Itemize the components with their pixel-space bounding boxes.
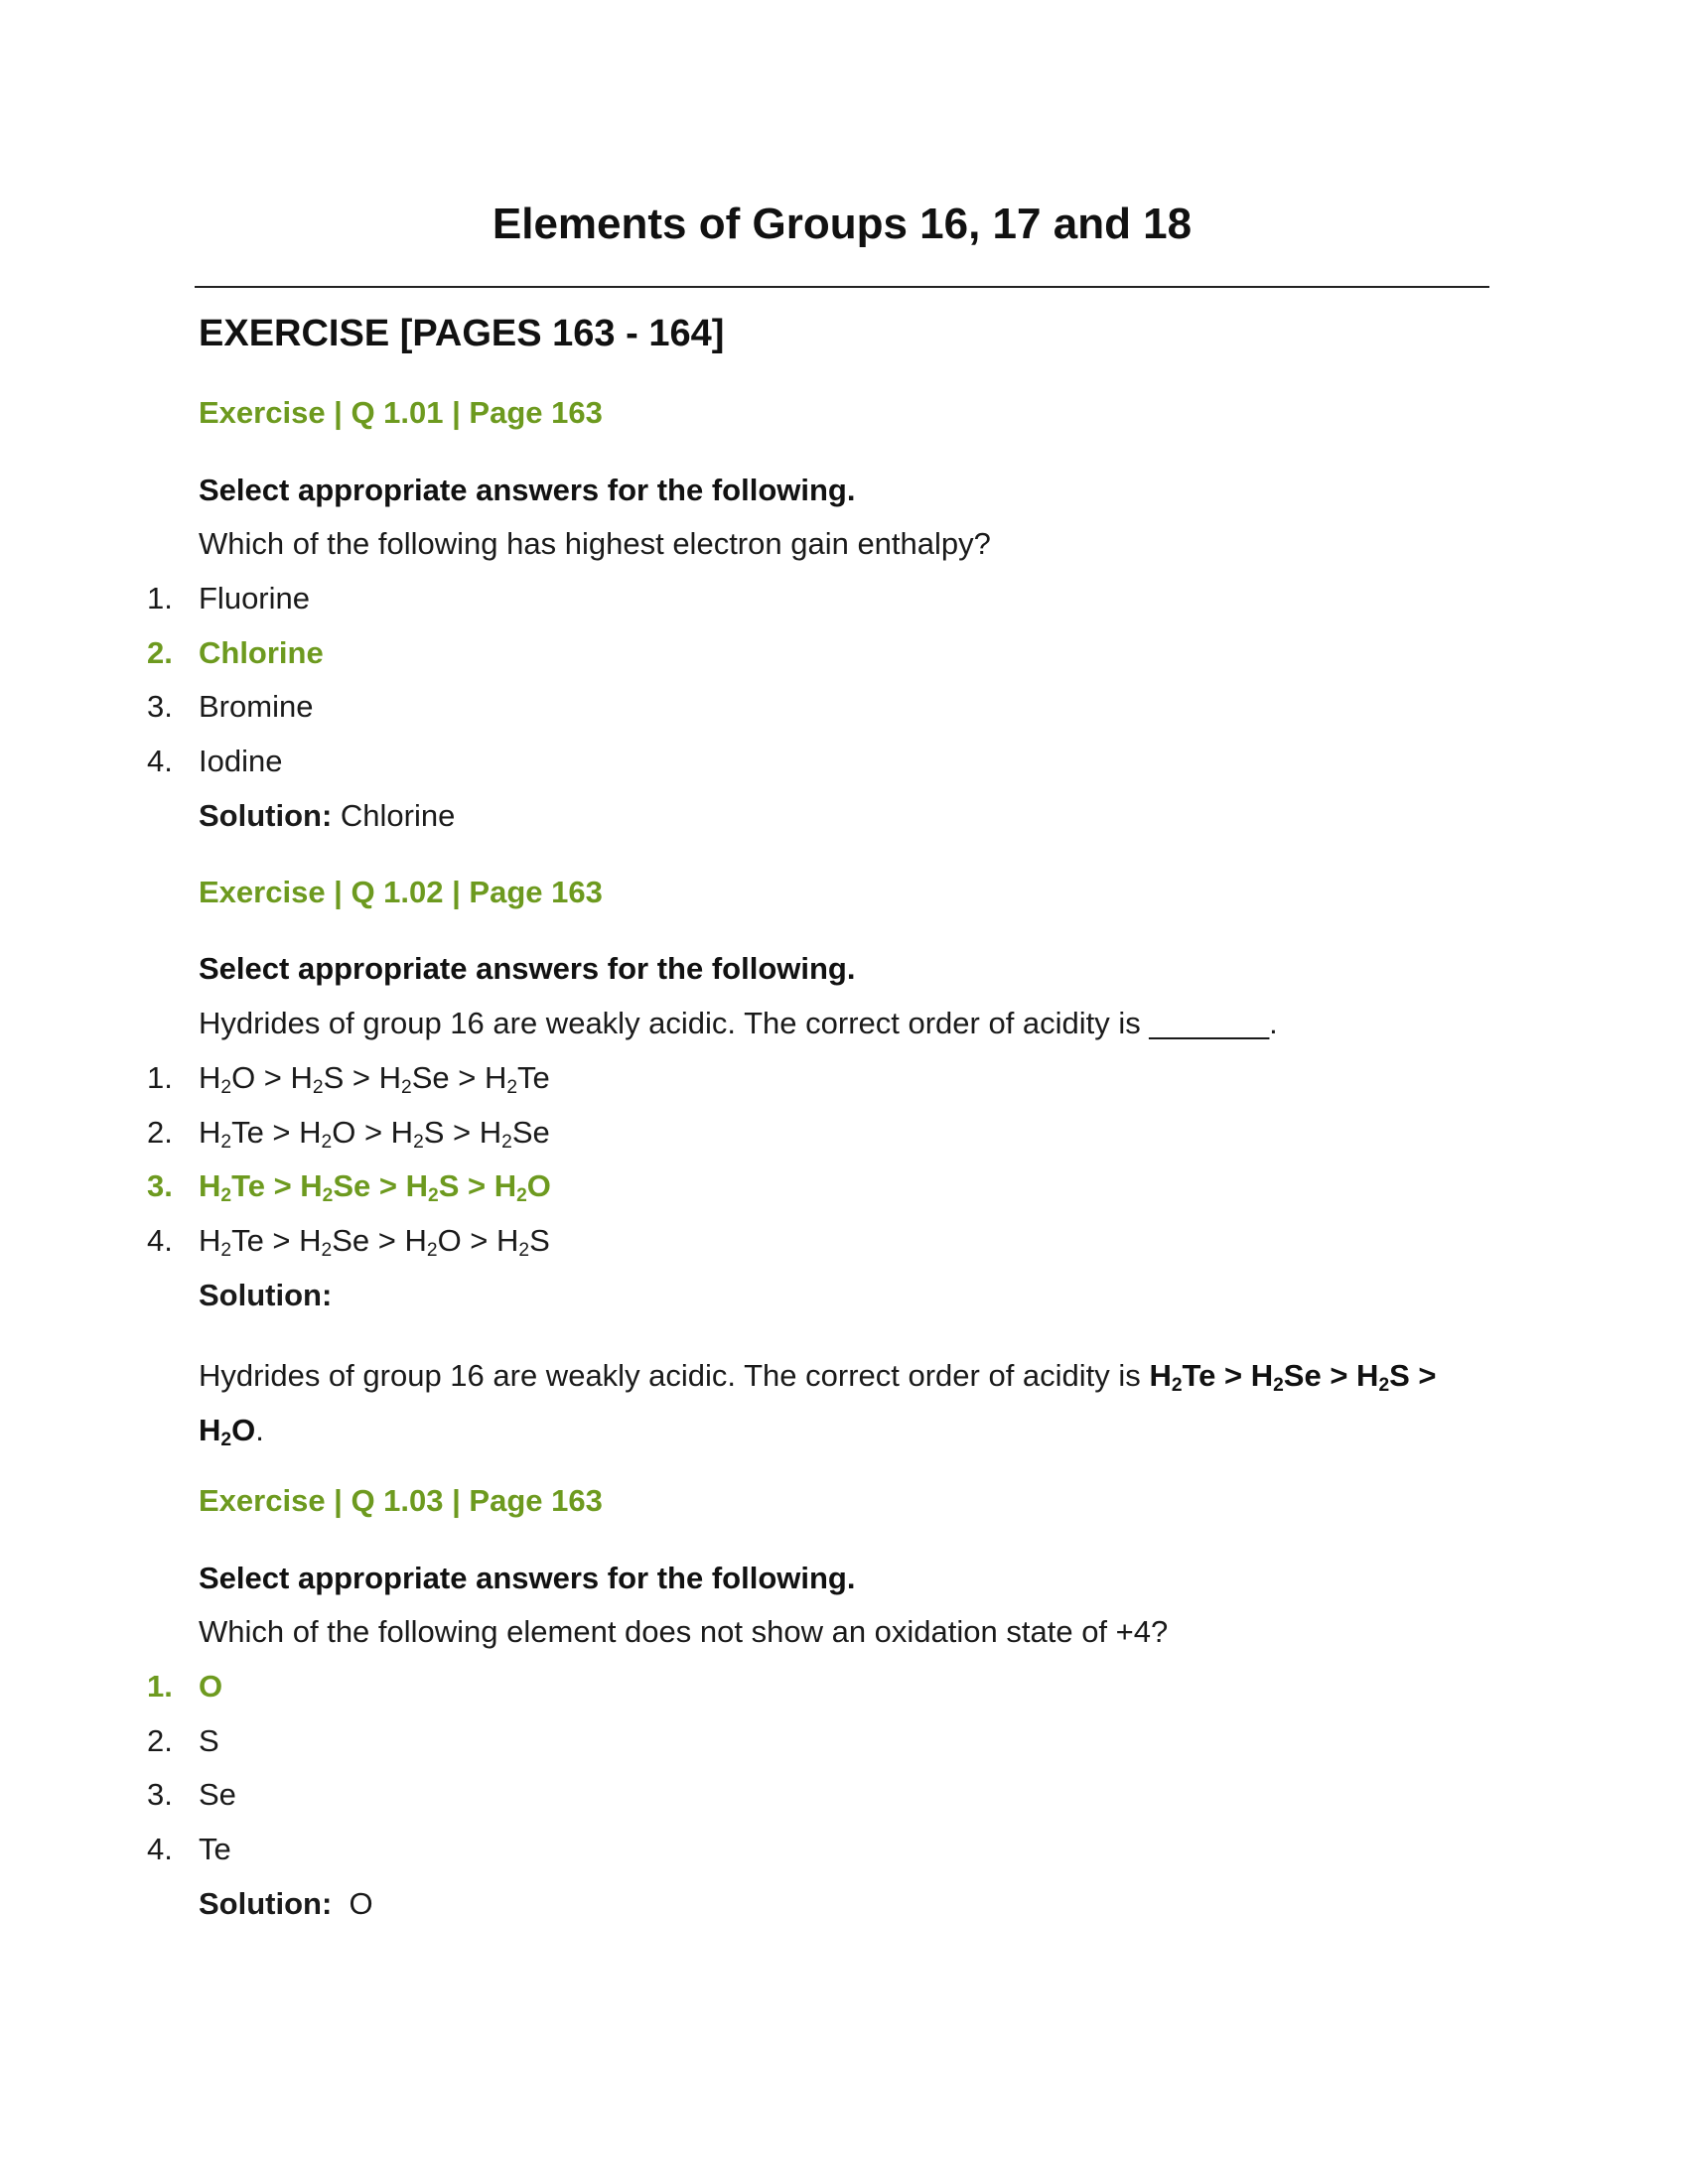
option-label: Se <box>199 1777 236 1812</box>
question-instruction: Select appropriate answers for the following. <box>199 951 856 986</box>
option-number: 1. <box>147 581 173 615</box>
option-label: Fluorine <box>199 581 310 615</box>
solution-label: Solution: <box>199 1278 333 1312</box>
question-text: Which of the following has highest electron gain enthalpy? <box>199 526 991 561</box>
option-label: Chlorine <box>199 635 324 670</box>
solution-end: . <box>255 1413 264 1447</box>
option-item <box>147 1828 231 1871</box>
option-item <box>147 1773 236 1817</box>
solution-value: Chlorine <box>340 798 456 833</box>
option-label: O <box>199 1669 223 1704</box>
question-instruction: Select appropriate answers for the following. <box>199 473 856 507</box>
option-label: $H_2Te > H_2Se > H_2O > H_2S$ <box>199 1223 550 1261</box>
title-divider <box>195 286 1489 288</box>
option-number: 2. <box>147 635 173 670</box>
option-label: $H_2O > H_2S > H_2Se > H_2Te$ <box>199 1060 550 1098</box>
option-item <box>147 685 313 729</box>
question-header: Exercise | Q 1.01 | Page 163 <box>199 395 603 430</box>
option-label: Te <box>199 1832 231 1866</box>
option-label: $H_2Te > H_2Se > H_2S > H_2O$ <box>199 1168 551 1206</box>
option-number: 3. <box>147 689 173 724</box>
question-header: Exercise | Q 1.03 | Page 163 <box>199 1483 603 1518</box>
question-instruction: Select appropriate answers for the following. <box>199 1561 856 1595</box>
solution-text: Hydrides of group 16 are weakly acidic. The correct order of acidity is <box>199 1358 1141 1393</box>
solution-line <box>199 1882 373 1926</box>
option-item <box>147 577 310 620</box>
option-number: 2. <box>147 1115 173 1150</box>
option-item-correct <box>147 631 324 675</box>
option-label: Bromine <box>199 689 314 724</box>
option-item-correct <box>147 1164 551 1208</box>
option-number: 1. <box>147 1060 173 1095</box>
exercise-heading: EXERCISE [PAGES 163 - 164] <box>199 313 725 354</box>
option-label: $H_2Te > H_2O > H_2S > H_2Se$ <box>199 1115 550 1153</box>
option-item <box>147 1056 550 1100</box>
option-number: 3. <box>147 1168 173 1203</box>
option-number: 4. <box>147 1832 173 1866</box>
option-item <box>147 740 282 783</box>
solution-label: Solution: <box>199 1886 333 1921</box>
solution-answer: $H_2Te > H_2Se > H_2S > H_2O$ <box>199 1358 1437 1450</box>
question-text: Which of the following element does not show an oxidation state of +4? <box>199 1614 1169 1649</box>
option-item <box>147 1219 550 1263</box>
document-title: Elements of Groups 16, 17 and 18 <box>492 200 1193 248</box>
option-item-correct <box>147 1665 222 1708</box>
option-item <box>147 1111 550 1155</box>
option-item <box>147 1719 219 1763</box>
option-number: 3. <box>147 1777 173 1812</box>
question-text: Hydrides of group 16 are weakly acidic. The correct order of acidity is _______. <box>199 1006 1278 1040</box>
option-number: 4. <box>147 744 173 778</box>
option-number: 1. <box>147 1669 173 1704</box>
solution-value: O <box>349 1886 373 1921</box>
option-label: Iodine <box>199 744 283 778</box>
question-header: Exercise | Q 1.02 | Page 163 <box>199 875 603 909</box>
solution-line <box>199 1274 332 1317</box>
option-number: 4. <box>147 1223 173 1258</box>
option-number: 2. <box>147 1723 173 1758</box>
option-label: S <box>199 1723 219 1758</box>
solution-label: Solution: <box>199 798 333 833</box>
solution-paragraph <box>199 1348 1489 1457</box>
solution-line <box>199 794 455 838</box>
